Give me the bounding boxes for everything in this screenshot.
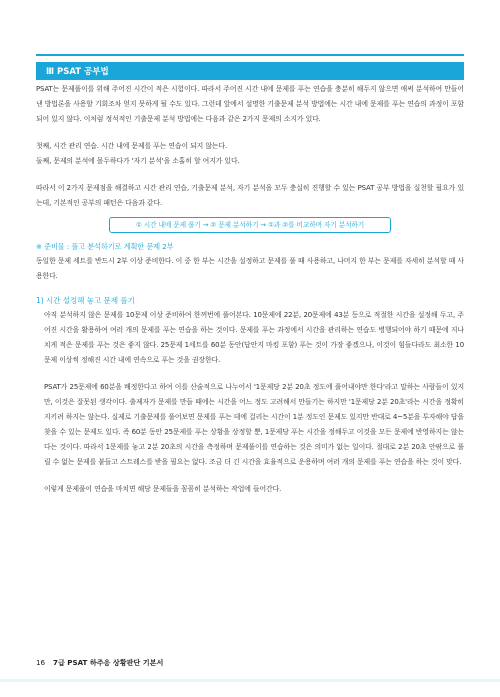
section-title: Ⅲ PSAT 공부법 (46, 67, 109, 77)
subsection-body (36, 308, 464, 497)
method-paragraph: 따라서 이 2가지 문제점을 해결하고 시간 관리 연습, 기출문제 분석, 자기 분석을 모두 충실히 진행할 수 있는 PSAT 공부 방법을 실천할 필요가 있는데, 기본적인 공부의 패턴은 다음과 같다. (36, 184, 464, 207)
top-rule (36, 54, 464, 56)
subsection-paragraph-1: 아직 분석하지 않은 문제를 10문제 이상 준비하여 한꺼번에 풀어본다. 10문제에 22분, 20문제에 43분 등으로 적절한 시간을 설정해 두고, 주어진 시간을 활용하여 여러 개의 문제를 푸는 연습을 하는 것이다. 문제를 푸는 과정에서 시간을 관리하는 연습도 병행되어야 하기 때문에 지나치게 적은 문제를 푸는 것은 좋지 않다. 25문제 1세트를 60분 동안(답안지 마킹 포함) 푸는 것이 가장 좋겠으나, 이것이 힘들다라도 최소한 10문제 이상씩 정해진 시간 내에 연속으로 푸는 것을 권장한다. (44, 311, 464, 364)
materials-note-title: ※ 준비물 : 풀고 분석하기로 계획한 문제 2부 (36, 242, 174, 251)
materials-note-text: 동일한 문제 세트를 반드시 2부 이상 준비한다. 이 중 한 부는 시간을 설정하고 문제를 풀 때 사용하고, 나머지 한 부는 문제를 자세히 분석할 때 사용한다. (36, 257, 464, 280)
footer-rule (0, 679, 500, 682)
book-title: 7급 PSAT 하주응 상황판단 기본서 (53, 658, 164, 667)
subsection-paragraph-3: 이렇게 문제풀이 연습을 마치면 해당 문제들을 꼼꼼히 분석하는 작업에 들어간다. (44, 485, 282, 493)
intro-paragraph: PSAT는 문제풀이를 위해 주어진 시간이 적은 시험이다. 따라서 주어진 시간 내에 문제를 푸는 연습을 충분히 해두지 않으면 애써 분석하여 만들어낸 방법론을 사용할 기회조차 얻지 못하게 될 수도 있다. 그런데 앞에서 설명한 기출문제 분석 방법에는 시간 내에 문제를 푸는 연습의 과정이 포함되어 있지 않다. 이처럼 정석적인 기출문제 분석 방법에는 다음과 같은 2가지 문제의 소지가 있다. (36, 85, 464, 123)
study-flow-box (109, 217, 391, 233)
subsection-paragraph-2: PSAT가 25문제에 60분을 배정한다고 하여 이를 산술적으로 나누어서 '1문제당 2분 20초 정도에 풀어내야만 한다'라고 말하는 사람들이 있지만, 이것은 잘못된 생각이다. 출제자가 문제를 만들 때에는 시간을 어느 정도 고려해서 만들기는 하지만 '1문제당 2분 20초'라는 시간을 정확히 지키려 하지는 않는다. 실제로 기출문제를 풀어보면 문제를 푸는 데에 걸리는 시간이 1분 정도인 문제도 있지만 반대로 4~5분을 투자해야 답을 찾을 수 있는 문제도 있다. 즉 60분 동안 25문제를 푸는 상황을 상정할 뿐, 1문제당 푸는 시간을 정해두고 이것을 모든 문제에 반영하지는 않는다는 것이다. 따라서 1문제를 놓고 2분 20초의 시간을 측정하며 문제풀이를 연습하는 것은 의미가 없는 일이다. 절대로 2분 20초 안팎으로 풀릴 수 없는 문제를 붙들고 스트레스를 받을 필요는 없다. 조금 더 긴 시간을 효율적으로 운용하며 여러 개의 문제를 푸는 연습을 하는 것이 맞다. (44, 383, 464, 466)
page-footer (36, 658, 163, 668)
problem-two: 둘째, 문제의 분석에 몰두하다가 '자기 분석'을 소홀히 할 여지가 있다. (36, 157, 240, 165)
page-body (36, 82, 464, 497)
page-number: 16 (36, 658, 46, 667)
study-flow-text: ① 시간 내에 문제 풀기 → ② 문제 분석하기 → ①과 ②를 비교하며 자기 분석하기 (135, 220, 365, 229)
problem-one: 첫째, 시간 관리 연습. 시간 내에 문제를 푸는 연습이 되지 않는다. (36, 142, 228, 150)
section-title-bar (36, 62, 464, 80)
subsection-heading: 1) 시간 설정해 놓고 문제 풀기 (36, 296, 135, 305)
